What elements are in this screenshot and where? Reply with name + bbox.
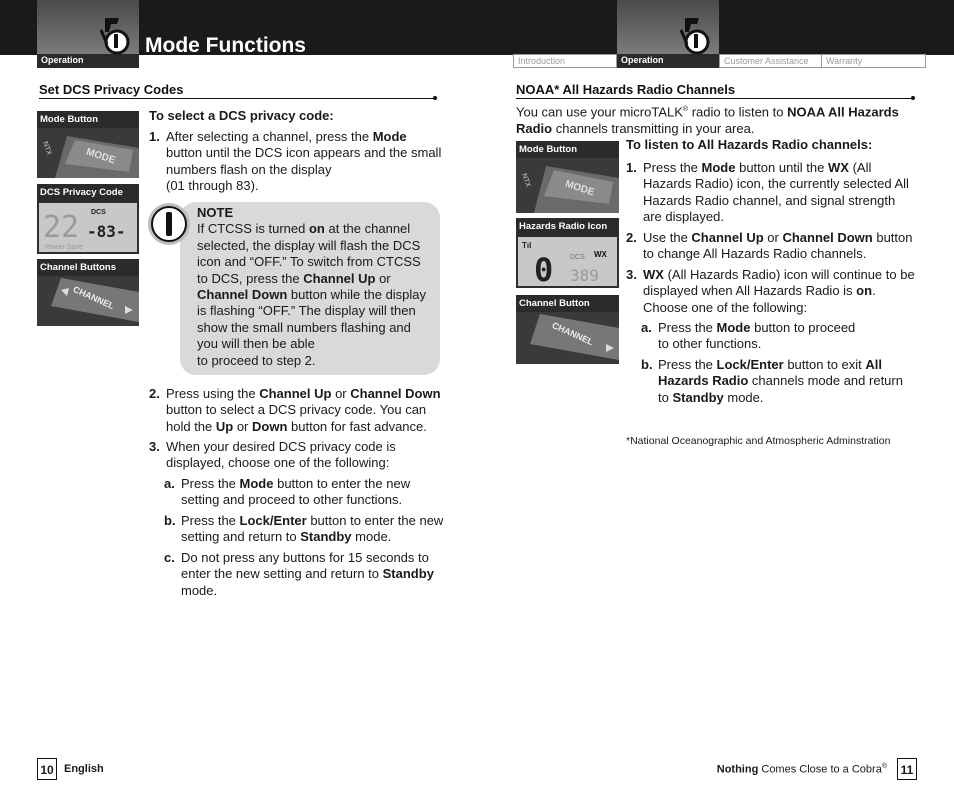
noaa-step-2: 2. Use the Channel Up or Channel Down button to change All Hazards Radio channels.	[626, 230, 913, 262]
tab-operation[interactable]: Operation	[617, 54, 719, 68]
operation-logo-icon	[675, 14, 719, 58]
noaa-step-3: 3. WX (All Hazards Radio) icon will continue to be displayed when All Hazards Radio is on. Choose one of the following:	[626, 267, 915, 315]
tab-introduction[interactable]: Introduction	[513, 54, 617, 68]
section-dot	[433, 96, 437, 100]
photo-label-mode-button: Mode Button	[516, 141, 619, 158]
svg-text:0: 0	[534, 251, 554, 288]
header-bar	[0, 0, 954, 55]
photo-label-channel-buttons: Channel Buttons	[37, 259, 139, 276]
dcs-step-3: 3. When your desired DCS privacy code is displayed, choose one of the following:	[149, 439, 396, 471]
svg-text:-83-: -83-	[87, 222, 126, 241]
channel-button-photo-icon	[516, 312, 619, 364]
svg-text:Tıl: Tıl	[522, 241, 532, 250]
lcd-display-photo-icon	[516, 235, 619, 288]
dcs-step-3a: a. Press the Mode button to enter the new setting and proceed to other functions.	[164, 476, 411, 508]
svg-text:DCS: DCS	[570, 254, 585, 261]
dcs-step-2: 2. Press using the Channel Up or Channel Down button to select a DCS privacy code. You can hold the Up or Down button for fast advance.	[149, 386, 441, 434]
svg-text:MODE: MODE	[563, 178, 596, 199]
section-rule	[516, 98, 914, 99]
svg-text:22: 22	[43, 210, 80, 245]
svg-text:389: 389	[570, 266, 599, 285]
lcd-display-photo-icon	[37, 201, 139, 254]
noaa-step-3a: a. Press the Mode button to proceed to other functions.	[641, 320, 856, 352]
dcs-step-3c: c. Do not press any buttons for 15 seconds to enter the new setting and return to Standby mode.	[164, 550, 434, 598]
svg-text:CHANNEL: CHANNEL	[550, 320, 595, 348]
note-text: NOTE If CTCSS is turned on at the channel selected, the display will flash the DCS icon and “OFF.” To switch from CTCSS to DCS, press the Channel Up or Channel Down button while the display is flashing “OFF.” The display will then show the small numbers flashing and you will then be able to proceed to step 2.	[197, 205, 427, 368]
noaa-subheading: To listen to All Hazards Radio channels:	[626, 137, 873, 152]
svg-text:NTX: NTX	[41, 140, 53, 157]
noaa-step-1: 1. Press the Mode button until the WX (All Hazards Radio) icon, the currently selected All Hazards Radio channel, and signal strength are displayed.	[626, 160, 909, 225]
tab-operation-left[interactable]: Operation	[37, 54, 139, 68]
noaa-footnote: *National Oceanographic and Atmospheric Adminstration	[626, 435, 891, 447]
dcs-step-1: 1. After selecting a channel, press the Mode button until the DCS icon appears and the small numbers flash on the display (01 through 83).	[149, 129, 442, 194]
section-title-dcs: Set DCS Privacy Codes	[39, 82, 184, 97]
mode-button-photo-icon	[37, 128, 139, 178]
footer-slogan: Nothing Comes Close to a Cobra®	[716, 763, 887, 776]
photo-label-channel-button: Channel Button	[516, 295, 619, 312]
operation-logo-icon	[95, 14, 139, 58]
svg-text:DCS: DCS	[91, 209, 106, 216]
photo-label-mode-button: Mode Button	[37, 111, 139, 128]
photo-label-dcs-privacy-code: DCS Privacy Code	[37, 184, 139, 201]
section-dot	[911, 96, 915, 100]
photo-label-hazards-radio-icon: Hazards Radio Icon	[516, 218, 619, 235]
svg-text:Power Save: Power Save	[45, 244, 83, 251]
dcs-step-3b: b. Press the Lock/Enter button to enter the new setting and return to Standby mode.	[164, 513, 444, 545]
noaa-intro: You can use your microTALK® radio to listen to NOAA All Hazards Radio channels transmitting in your area.	[516, 104, 899, 136]
svg-text:NTX: NTX	[520, 172, 532, 189]
section-title-noaa: NOAA* All Hazards Radio Channels	[516, 82, 736, 97]
svg-text:CHANNEL: CHANNEL	[71, 284, 116, 312]
tab-customer-assistance[interactable]: Customer Assistance	[719, 54, 822, 68]
svg-text:MODE: MODE	[84, 146, 117, 167]
page-title: Mode Functions	[145, 34, 306, 57]
footer-language: English	[64, 763, 104, 775]
mode-button-photo-icon	[516, 158, 619, 213]
tab-warranty[interactable]: Warranty	[822, 54, 926, 68]
note-warning-icon	[147, 202, 191, 246]
channel-buttons-photo-icon	[37, 276, 139, 326]
section-rule	[39, 98, 437, 99]
page-number-left: 10	[37, 758, 57, 780]
noaa-step-3b: b. Press the Lock/Enter button to exit All Hazards Radio channels mode and return to Standby mode.	[641, 357, 903, 405]
page-number-right: 11	[897, 758, 917, 780]
dcs-subheading: To select a DCS privacy code:	[149, 108, 334, 123]
svg-text:WX: WX	[594, 250, 607, 259]
